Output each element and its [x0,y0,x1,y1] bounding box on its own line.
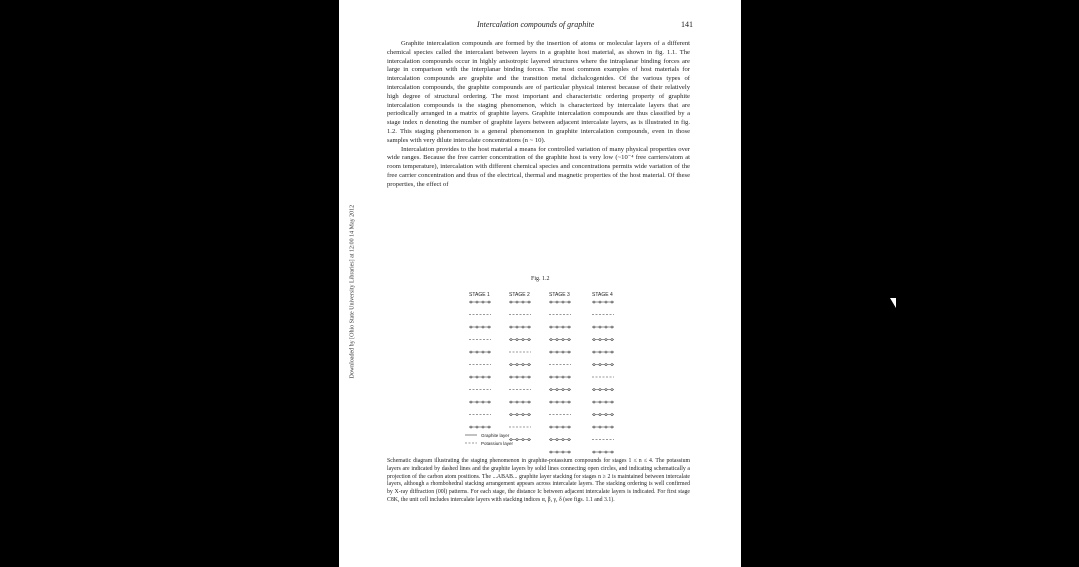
carbon-atom [476,376,478,378]
carbon-atom [550,439,552,441]
carbon-atom [568,426,570,428]
carbon-atom [599,326,601,328]
carbon-atom [605,389,607,391]
carbon-atom [516,439,518,441]
carbon-atom [593,326,595,328]
carbon-atom [599,414,601,416]
carbon-atom [611,451,613,453]
carbon-atom [470,376,472,378]
carbon-atom [556,426,558,428]
carbon-atom [516,414,518,416]
carbon-atom [488,426,490,428]
carbon-atom [568,326,570,328]
carbon-atom [510,301,512,303]
paragraph-2: Intercalation provides to the host material a means for controlled variation of many physical properties over wide ranges. Because the free carrier concentration of the graphite host is very low (~10⁻⁴ free carriers/atom at room temperature), intercalation with different chemical species and concentrations permits wide variation of the free carrier concentration and thus of the electrical, thermal and magnetic properties of the host material. Of these properties, the effect of [387,145,690,188]
carbon-atom [556,301,558,303]
carbon-atom [568,439,570,441]
carbon-atom [476,351,478,353]
carbon-atom [528,414,530,416]
carbon-atom [550,326,552,328]
carbon-atom [568,351,570,353]
carbon-atom [510,339,512,341]
carbon-atom [562,301,564,303]
carbon-atom [516,401,518,403]
carbon-atom [476,401,478,403]
carbon-atom [599,426,601,428]
carbon-atom [550,301,552,303]
carbon-atom [605,301,607,303]
carbon-atom [550,426,552,428]
carbon-atom [528,376,530,378]
carbon-atom [470,351,472,353]
carbon-atom [516,364,518,366]
carbon-atom [488,376,490,378]
carbon-atom [562,401,564,403]
carbon-atom [516,376,518,378]
carbon-atom [556,339,558,341]
carbon-atom [522,326,524,328]
carbon-atom [593,301,595,303]
carbon-atom [528,401,530,403]
carbon-atom [516,339,518,341]
carbon-atom [599,339,601,341]
carbon-atom [568,376,570,378]
carbon-atom [556,351,558,353]
carbon-atom [611,339,613,341]
carbon-atom [510,326,512,328]
carbon-atom [476,301,478,303]
carbon-atom [605,326,607,328]
carbon-atom [516,326,518,328]
page-header [387,20,693,32]
legend-graphite: Graphite layer [481,433,510,438]
carbon-atom [482,426,484,428]
carbon-atom [562,451,564,453]
carbon-atom [605,351,607,353]
running-title: Intercalation compounds of graphite [477,20,595,29]
carbon-atom [482,401,484,403]
carbon-atom [522,439,524,441]
stage-label: STAGE 1 [469,292,490,298]
carbon-atom [556,326,558,328]
document-page [339,0,741,567]
carbon-atom [556,376,558,378]
carbon-atom [528,439,530,441]
carbon-atom [556,401,558,403]
carbon-atom [593,389,595,391]
carbon-atom [605,426,607,428]
carbon-atom [593,451,595,453]
carbon-atom [476,326,478,328]
legend-potassium: Potassium layer [481,441,514,446]
carbon-atom [488,326,490,328]
figure-caption: Schematic diagram illustrating the staging phenomenon in graphite-potassium compounds for stages 1 ≤ n ≤ 4. The potassium layers are indicated by dashed lines and the graphite layers by solid lines connecting open circles, and indicating schematically a projection of the carbon atom positions. The ...ABAB... graphite layer stacking for stages n ≥ 2 is maintained between intercalate layers, although a rhombohedral stacking arrangement appears across intercalate layers. The stacking ordering is well confirmed by X-ray diffraction (00l) patterns. For each stage, the distance Ic between adjacent intercalate layers is indicated. For first stage C8K, the unit cell includes intercalate layers with stacking indices α, β, γ, δ (see figs. 1.1 and 3.1). [387,458,690,503]
carbon-atom [605,451,607,453]
carbon-atom [562,351,564,353]
carbon-atom [611,351,613,353]
carbon-atom [593,426,595,428]
carbon-atom [593,351,595,353]
carbon-atom [528,364,530,366]
carbon-atom [550,339,552,341]
figure-label: Fig. 1.2 [531,276,550,282]
page-number: 141 [681,20,693,29]
carbon-atom [611,301,613,303]
carbon-atom [611,414,613,416]
carbon-atom [516,301,518,303]
carbon-atom [605,414,607,416]
carbon-atom [562,376,564,378]
carbon-atom [599,401,601,403]
carbon-atom [562,339,564,341]
carbon-atom [482,326,484,328]
carbon-atom [488,351,490,353]
carbon-atom [528,301,530,303]
carbon-atom [482,376,484,378]
carbon-atom [593,364,595,366]
download-watermark: Downloaded by [Ohio State University Libraries] at 12:00 14 May 2012 [349,204,356,379]
carbon-atom [611,389,613,391]
stage-label: STAGE 2 [509,292,530,298]
carbon-atom [476,426,478,428]
carbon-atom [470,326,472,328]
carbon-atom [599,301,601,303]
carbon-atom [562,326,564,328]
carbon-atom [568,301,570,303]
carbon-atom [510,364,512,366]
carbon-atom [522,339,524,341]
carbon-atom [550,451,552,453]
carbon-atom [522,376,524,378]
carbon-atom [550,401,552,403]
carbon-atom [599,389,601,391]
carbon-atom [599,351,601,353]
carbon-atom [482,351,484,353]
stage-label: STAGE 4 [592,292,613,298]
carbon-atom [611,401,613,403]
carbon-atom [556,439,558,441]
carbon-atom [611,426,613,428]
carbon-atom [605,339,607,341]
carbon-atom [556,389,558,391]
carbon-atom [562,389,564,391]
carbon-atom [611,364,613,366]
paragraph-1: Graphite intercalation compounds are formed by the insertion of atoms or molecular layers of a different chemical species called the intercalant between layers in a graphite host material, as shown in fig. 1.1. The intercalation compounds occur in highly anisotropic layered structures where the intraplanar binding forces are large in comparison with the interplanar binding forces. The most common examples of host materials for intercalation compounds are graphite and the transition metal dichalcogenides. Of the various types of intercalation compounds, the graphite compounds are of particular physical interest because of their relatively high degree of structural ordering. The most important and characteristic ordering property of graphite intercalation compounds is the staging phenomenon, which is characterized by intercalate layers that are periodically arranged in a matrix of graphite layers. Graphite intercalation compounds are thus classified by a stage index n denoting the number of graphite layers between adjacent intercalate layers, as is illustrated in fig. 1.2. This staging phenomenon is a general phenomenon in graphite intercalation compounds, even in those samples with very dilute intercalate concentrations (n ~ 10). [387,40,690,144]
carbon-atom [593,339,595,341]
carbon-atom [605,401,607,403]
carbon-atom [568,339,570,341]
carbon-atom [470,426,472,428]
carbon-atom [488,401,490,403]
carbon-atom [528,326,530,328]
body-text [387,40,690,190]
carbon-atom [522,401,524,403]
carbon-atom [593,401,595,403]
carbon-atom [522,301,524,303]
carbon-atom [599,451,601,453]
carbon-atom [562,439,564,441]
carbon-atom [510,376,512,378]
stage-label: STAGE 3 [549,292,570,298]
carbon-atom [550,351,552,353]
carbon-atom [470,401,472,403]
carbon-atom [593,414,595,416]
carbon-atom [488,301,490,303]
carbon-atom [470,301,472,303]
carbon-atom [528,339,530,341]
carbon-atom [568,451,570,453]
carbon-atom [599,364,601,366]
carbon-atom [550,376,552,378]
carbon-atom [611,326,613,328]
carbon-atom [550,389,552,391]
staging-diagram [459,288,639,458]
carbon-atom [556,451,558,453]
carbon-atom [510,401,512,403]
carbon-atom [605,364,607,366]
carbon-atom [522,414,524,416]
carbon-atom [568,401,570,403]
carbon-atom [568,389,570,391]
carbon-atom [510,414,512,416]
carbon-atom [482,301,484,303]
carbon-atom [562,426,564,428]
carbon-atom [522,364,524,366]
